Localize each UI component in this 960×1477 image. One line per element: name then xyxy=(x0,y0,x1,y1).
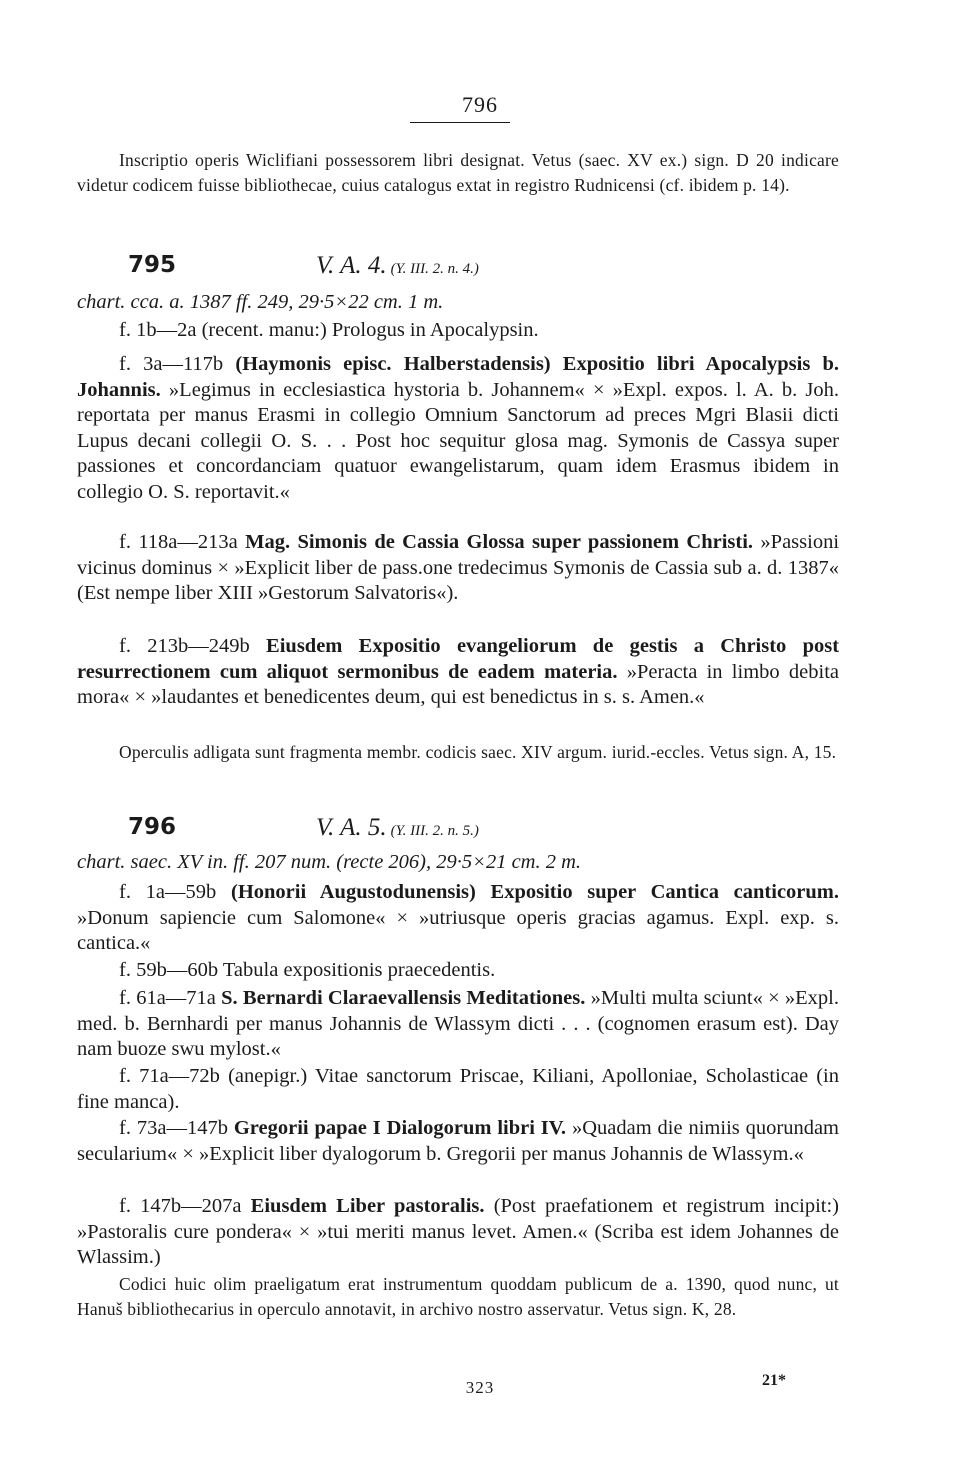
entry-795-item-3 xyxy=(77,530,839,607)
shelfmark: V. A. 4. xyxy=(316,252,387,279)
item-title: Eiusdem Liber pastoralis. xyxy=(250,1195,485,1217)
item-title: Gregorii papae I Dialogorum libri IV. xyxy=(233,1117,567,1139)
signature-mark: 21* xyxy=(762,1372,786,1389)
entry-795-item-2 xyxy=(77,352,839,506)
entry-795-item-1 xyxy=(77,318,839,344)
item-title: Eiusdem Expositio evangeliorum de gestis a Christo post resurrectionem cum aliquot sermonibus de eadem materia. xyxy=(77,635,840,683)
folio-ref: f. 1a—59b xyxy=(119,881,217,903)
entry-796-item-2 xyxy=(77,958,839,984)
intro-paragraph: Inscriptio operis Wiclifiani possessorem libri designat. Vetus (saec. XV ex.) sign. D 20 indicare videtur codicem fuisse bibliothecae, cuius catalogus extat in registro Rudnicensi (cf. ibidem p. 14). xyxy=(77,150,839,195)
old-shelfmark: (Y. III. 2. n. 5.) xyxy=(390,823,479,839)
folio-ref: f. 73a—147b xyxy=(119,1117,228,1139)
page-number: 796 xyxy=(462,92,498,117)
folio-ref: f. 1b—2a xyxy=(119,319,197,341)
item-text: »Passioni vicinus dominus × »Explicit liber de pass.one tredecimus Symonis de Cassia sub a. d. 1387« (Est nempe liber XIII »Gestorum Salvatoris«). xyxy=(77,531,840,605)
entry-795-item-4 xyxy=(77,634,839,711)
item-text: (recent. manu:) Prologus in Apocalypsin. xyxy=(201,319,539,341)
entry-796-item-3 xyxy=(77,986,839,1063)
entry-796-item-6 xyxy=(77,1194,839,1271)
item-title: S. Bernardi Claraevallensis Meditationes. xyxy=(221,987,586,1009)
item-text: Tabula expositionis praecedentis. xyxy=(222,959,496,981)
entry-796-item-5 xyxy=(77,1116,839,1167)
folio-ref: f. 71a—72b xyxy=(119,1065,220,1087)
entry-795-note: Operculis adligata sunt fragmenta membr. codicis saec. XIV argum. iurid.-eccles. Vetus sign. A, 15. xyxy=(119,742,837,762)
entry-796-description: chart. saec. XV in. ff. 207 num. (recte 206), 29·5×21 cm. 2 m. xyxy=(77,851,582,873)
folio-ref: f. 213b—249b xyxy=(119,635,250,657)
entry-number: 796 xyxy=(128,814,177,840)
entry-796-heading xyxy=(128,814,888,840)
folio-ref: f. 61a—71a xyxy=(119,987,216,1009)
item-text: »Donum sapiencie cum Salomone« × »utriusque operis gracias agamus. Expl. exp. s. cantica.« xyxy=(77,906,839,955)
item-text: »Legimus in ecclesiastica hystoria b. Johannem« × »Expl. expos. l. A. b. Joh. reportata per manus Erasmi in collegio Omnium Sanctorum ad preces Mgri Blasii dicti Lupus decani collegii O. S. . . Post hoc sequitur glosa mag. Symonis de Cassya super passiones et concordanciam quatuor ewangelistarum, quam idem Erasmus ibidem in collegio O. S. reportavit.« xyxy=(77,378,840,503)
folio-ref: f. 59b—60b xyxy=(119,959,219,981)
item-title: Mag. Simonis de Cassia Glossa super passionem Christi. xyxy=(245,531,754,553)
folio-ref: f. 118a—213a xyxy=(119,531,238,553)
folio-ref: f. 3a—117b xyxy=(119,353,224,375)
entry-796-item-1 xyxy=(77,880,839,957)
old-shelfmark: (Y. III. 2. n. 4.) xyxy=(390,261,479,277)
item-text: (Post praefationem et registrum incipit:) »Pastoralis cure pondera« × »tui meriti manus levet. Amen.« (Scriba est idem Johannes de Wlassim.) xyxy=(77,1195,839,1269)
item-title: (Haymonis episc. Halberstadensis) Expositio libri Apocalypsis b. Johannis. xyxy=(77,353,839,401)
item-text: »Quadam die nimiis quorundam secularium« × »Explicit liber dyalogorum b. Gregorii per manus Johannis de Wlassym.« xyxy=(77,1117,839,1165)
folio-ref: f. 147b—207a xyxy=(119,1195,242,1217)
item-title: (Honorii Augustodunensis) Expositio super Cantica canticorum. xyxy=(231,881,839,903)
entry-796-item-4 xyxy=(77,1064,839,1115)
item-text: »Peracta in limbo debita mora« × »laudantes et benedicentes deum, qui est benedictus in s. s. Amen.« xyxy=(77,660,839,709)
entry-795-heading xyxy=(128,252,888,278)
item-text: »Multi multa sciunt« × »Expl. med. b. Bernhardi per manus Johannis de Wlassym dicti . . . (cognomen erasum est). Day nam buoze swu mylost.« xyxy=(77,987,840,1061)
item-text: (anepigr.) Vitae sanctorum Priscae, Kiliani, Apolloniae, Scholasticae (in fine manca). xyxy=(77,1065,839,1113)
shelfmark: V. A. 5. xyxy=(316,814,387,841)
sheet-number: 323 xyxy=(465,1378,495,1397)
entry-number: 795 xyxy=(128,252,177,278)
entry-795-description: chart. cca. a. 1387 ff. 249, 29·5×22 cm. 1 m. xyxy=(77,291,444,313)
entry-796-note: Codici huic olim praeligatum erat instrumentum quoddam publicum de a. 1390, quod nunc, ut Hanuš bibliothecarius in operculo annotavit, in archivo nostro asservatur. Vetus sign. K, 28. xyxy=(77,1274,839,1319)
header-rule xyxy=(410,122,510,123)
